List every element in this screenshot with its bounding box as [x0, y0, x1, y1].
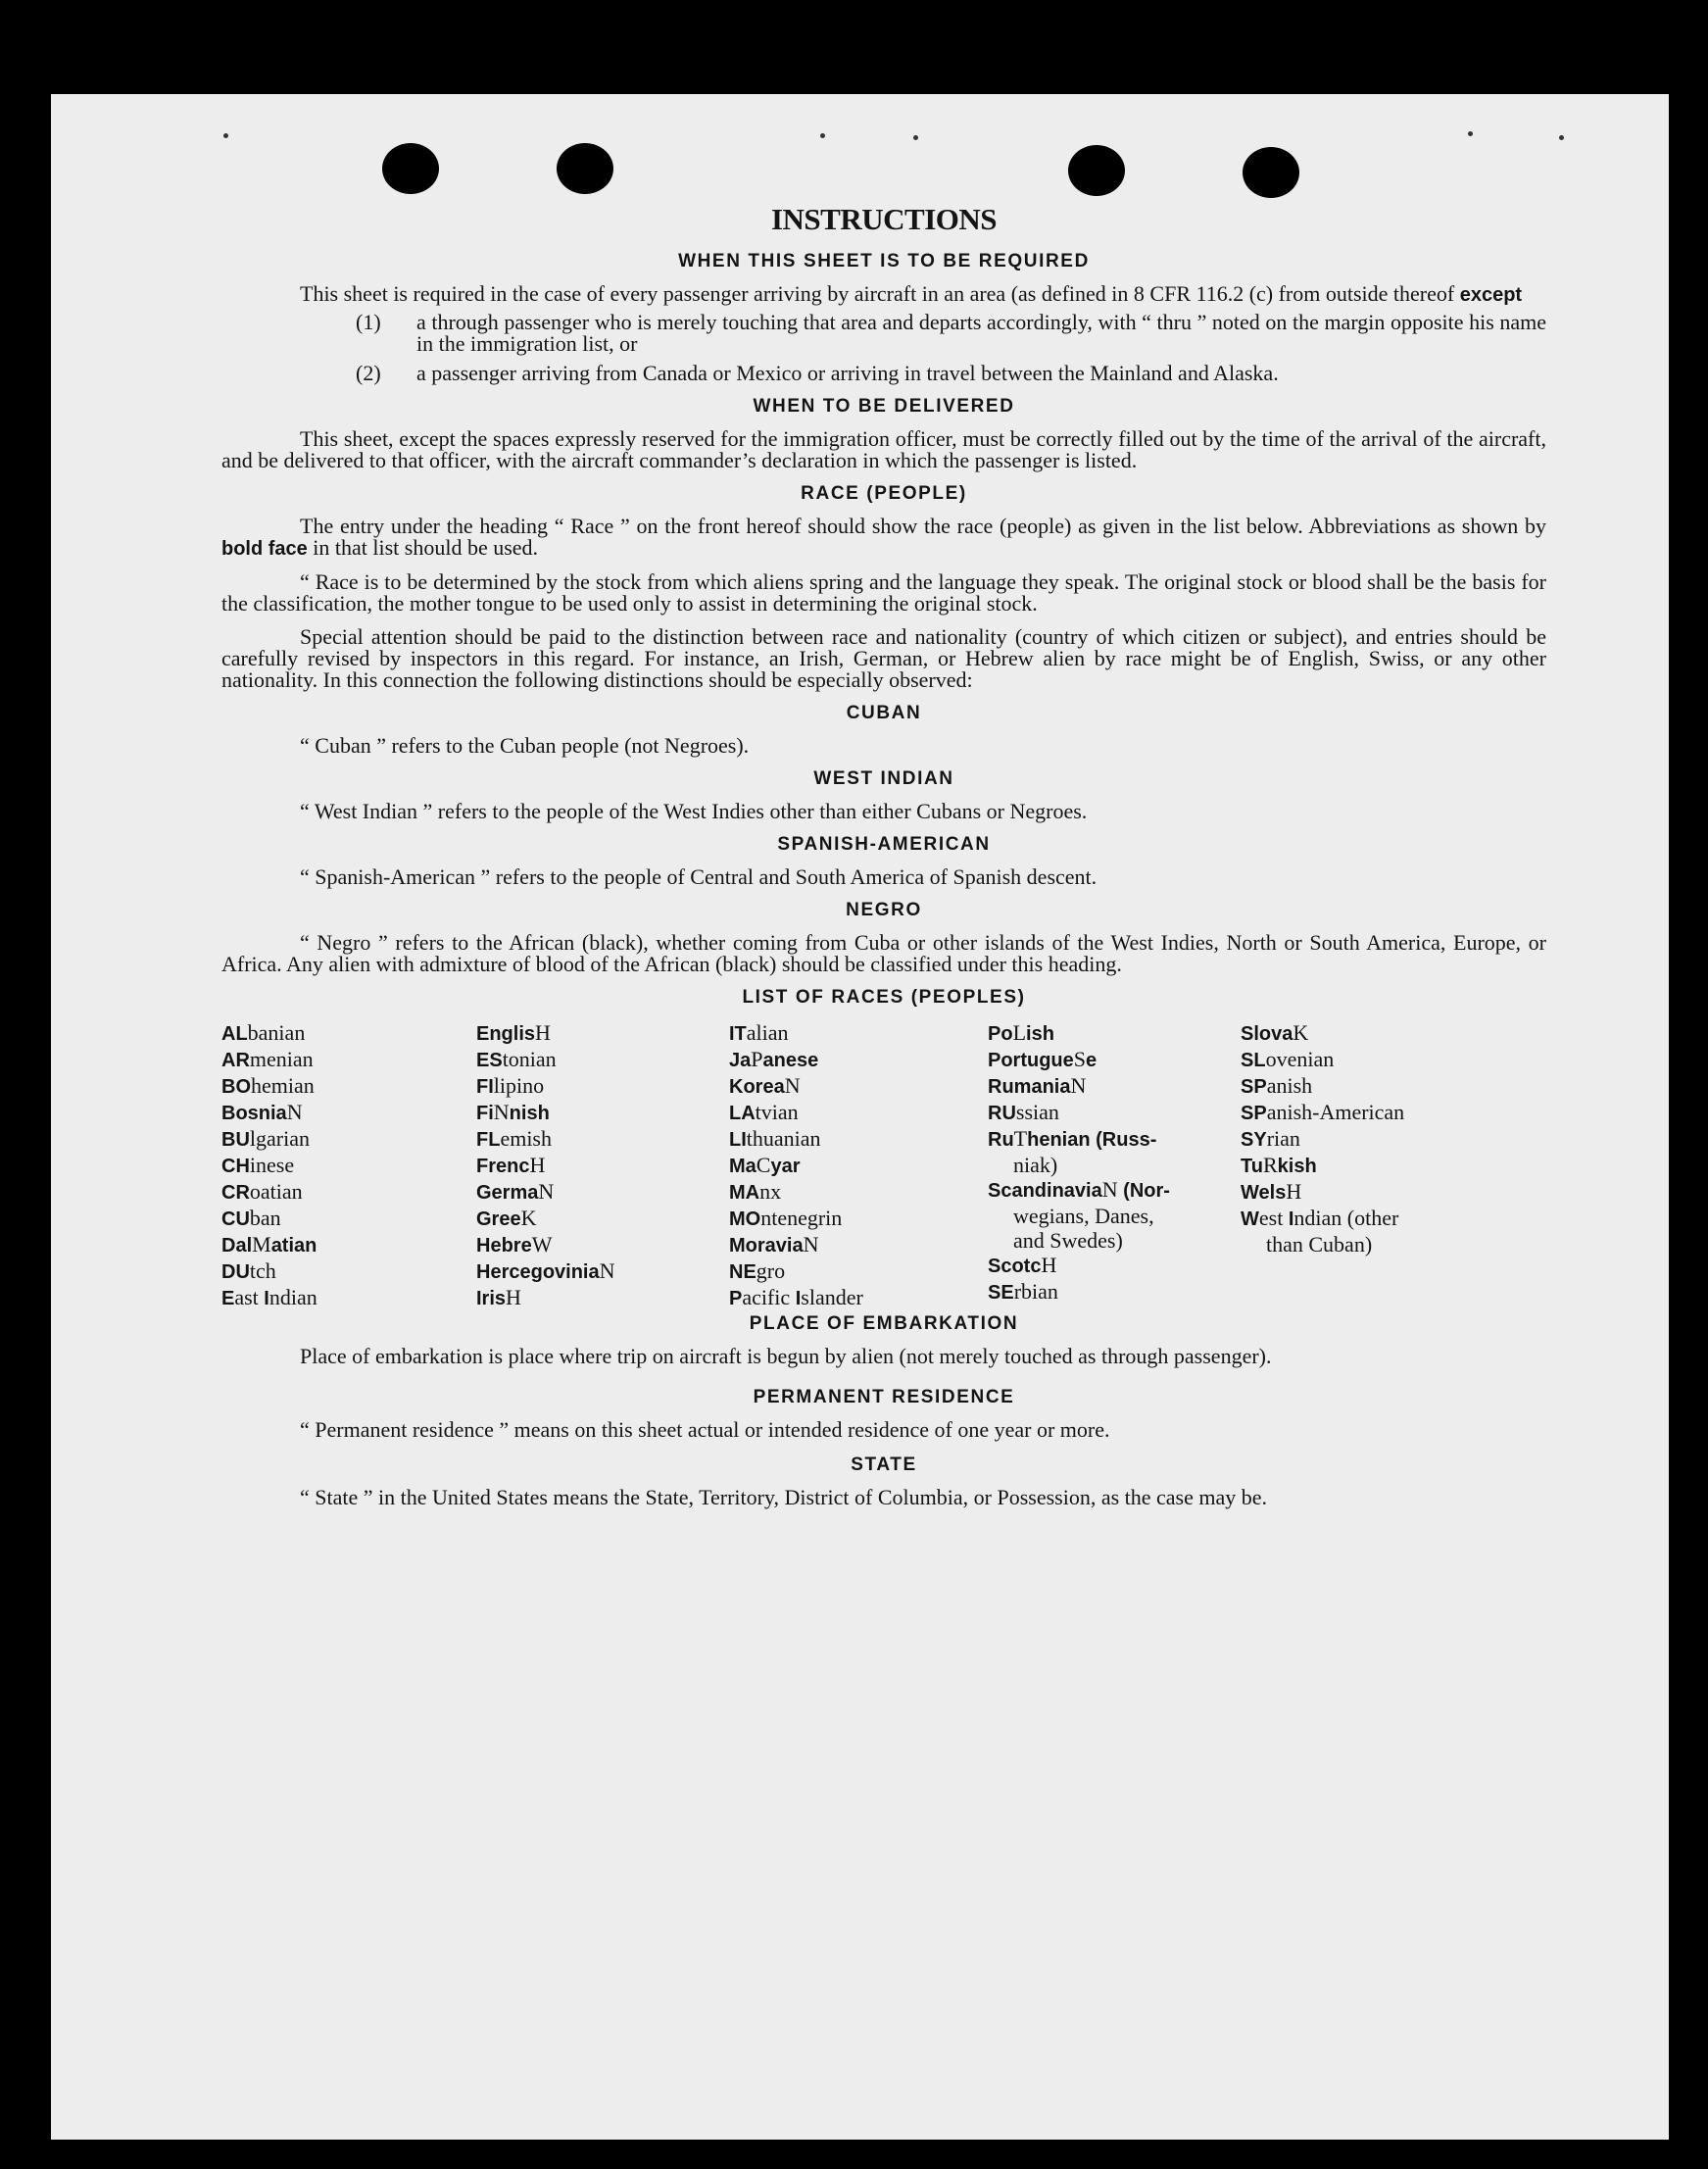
race-entry: EStonian — [476, 1047, 557, 1071]
races-column — [221, 1020, 476, 1311]
race-entry: RumaniaN — [988, 1073, 1087, 1098]
race-entry: MaCyar — [729, 1153, 801, 1177]
heading-list-of-races: LIST OF RACES (PEOPLES) — [742, 987, 1026, 1008]
heading-cuban: CUBAN — [846, 703, 922, 723]
races-column — [729, 1020, 988, 1311]
race-entry: West Indian (other — [1241, 1206, 1399, 1230]
race-entry: SPanish-American — [1241, 1100, 1405, 1124]
required-item-1 — [356, 312, 1546, 355]
residence-text: “ Permanent residence ” means on this sheet actual or intended residence of one year or more. — [300, 1417, 1110, 1442]
race-entry: LAtvian — [729, 1100, 799, 1124]
item-number: (1) — [356, 310, 381, 334]
race-entry: FLemish — [476, 1126, 552, 1151]
item-number: (2) — [356, 361, 381, 385]
race-entry: SPanish — [1241, 1073, 1313, 1098]
races-column — [476, 1020, 729, 1311]
item-text: a passenger arriving from Canada or Mexico or arriving in travel between the Mainland and Alaska. — [416, 361, 1279, 385]
race-paragraph-3: Special attention should be paid to the distinction between race and nationality (country of which citizen or subject), and entries should be carefully revised by inspectors in this regard. For instance, an Irish, German, or Hebrew alien by race might be of English, Swiss, or any other nationality. In this connection the following distinctions should be especially observed: — [221, 624, 1546, 692]
race-entry: ARmenian — [221, 1047, 314, 1071]
race-entry: Pacific Islander — [729, 1285, 863, 1309]
punch-hole — [382, 143, 439, 194]
west-indian-text: “ West Indian ” refers to the people of the West Indies other than either Cubans or Negroes. — [300, 799, 1088, 823]
race-entry: MAnx — [729, 1179, 782, 1204]
race-entry: wegians, Danes, — [1013, 1204, 1154, 1228]
required-intro: This sheet is required in the case of every passenger arriving by aircraft in an area (as defined in 8 CFR 116.2 (c) from outside thereof except — [300, 281, 1523, 306]
races-column — [988, 1020, 1241, 1311]
heading-state: STATE — [851, 1454, 917, 1475]
heading-required: WHEN THIS SHEET IS TO BE REQUIRED — [678, 251, 1090, 271]
race-entry: WelsH — [1241, 1179, 1302, 1204]
speck — [1559, 135, 1564, 140]
except-bold: except — [1459, 284, 1523, 306]
race-entry: GreeK — [476, 1206, 537, 1230]
bold-face-text: bold face — [221, 538, 308, 560]
race-entry: TuRkish — [1241, 1153, 1317, 1177]
race-entry: BosniaN — [221, 1100, 303, 1124]
race-entry: SLovenian — [1241, 1047, 1335, 1071]
race-entry: FiNnish — [476, 1100, 550, 1124]
item-text: a through passenger who is merely touching that area and departs accordingly, with “ thru ” noted on the margin opposite his name in the immigration list, or — [416, 310, 1546, 356]
race-paragraph-2: “ Race is to be determined by the stock from which aliens spring and the language they speak. The original stock or blood shall be the basis for the classification, the mother tongue to be used only to assist in determining the original stock. — [221, 569, 1546, 616]
race-entry: NEgro — [729, 1258, 786, 1283]
spanish-american-text: “ Spanish-American ” refers to the people of Central and South America of Spanish descent. — [300, 864, 1098, 889]
race-entry: EnglisH — [476, 1020, 551, 1045]
races-list — [221, 1020, 1546, 1311]
race-entry: SYrian — [1241, 1126, 1300, 1151]
heading-negro: NEGRO — [846, 900, 922, 920]
punch-hole — [1243, 147, 1299, 198]
delivered-text: This sheet, except the spaces expressly reserved for the immigration officer, must be correctly filled out by the time of the arrival of the aircraft, and be delivered to that officer, with the aircraft commander’s declaration in which the passenger is listed. — [221, 426, 1546, 472]
race-entry: LIthuanian — [729, 1126, 821, 1151]
race-entry: East Indian — [221, 1285, 317, 1309]
punch-hole — [1068, 145, 1125, 196]
punch-hole — [557, 143, 613, 194]
race-entry: and Swedes) — [1013, 1228, 1123, 1253]
heading-delivered: WHEN TO BE DELIVERED — [753, 396, 1015, 417]
race-entry: FrencH — [476, 1153, 546, 1177]
speck — [223, 133, 228, 138]
embarkation-text: Place of embarkation is place where trip on aircraft is begun by alien (not merely touched as through passenger). — [300, 1344, 1272, 1368]
race-entry: DalMatian — [221, 1232, 317, 1257]
race-entry: KoreaN — [729, 1073, 801, 1098]
race-entry: HebreW — [476, 1232, 553, 1257]
race-entry: JaPanese — [729, 1047, 819, 1071]
races-column — [1241, 1020, 1486, 1311]
race-entry: BOhemian — [221, 1073, 315, 1098]
race-entry: RuThenian (Russ- — [988, 1126, 1157, 1151]
race-entry: ScotcH — [988, 1253, 1057, 1277]
heading-west-indian: WEST INDIAN — [813, 768, 954, 789]
race-entry: CRoatian — [221, 1179, 303, 1204]
race-entry: than Cuban) — [1266, 1232, 1373, 1257]
required-item-2 — [356, 363, 1546, 384]
race-entry: FIlipino — [476, 1073, 545, 1098]
heading-race: RACE (PEOPLE) — [801, 483, 967, 504]
heading-spanish-american: SPANISH-AMERICAN — [777, 834, 991, 855]
state-text: “ State ” in the United States means the State, Territory, District of Columbia, or Possession, as the case may be. — [300, 1485, 1268, 1509]
race-entry: HercegoviniaN — [476, 1258, 615, 1283]
race-entry: IrisH — [476, 1285, 521, 1309]
race-entry: DUtch — [221, 1258, 276, 1283]
race-entry: CHinese — [221, 1153, 295, 1177]
race-entry: niak) — [1013, 1153, 1058, 1177]
speck — [820, 133, 825, 138]
race-entry: CUban — [221, 1206, 281, 1230]
negro-text: “ Negro ” refers to the African (black), whether coming from Cuba or other islands of the West Indies, North or South America, Europe, or Africa. Any alien with admixture of blood of the African (black) should be classified under this heading. — [221, 930, 1546, 976]
race-entry: SlovaK — [1241, 1020, 1309, 1045]
race-paragraph-1: The entry under the heading “ Race ” on the front hereof should show the race (people) as given in the list below. Abbreviations as shown by bold face in that list should be used. — [221, 514, 1546, 560]
race-entry: MoraviaN — [729, 1232, 819, 1257]
race-entry: ITalian — [729, 1020, 789, 1045]
instructions-content — [221, 202, 1546, 1514]
race-entry: SErbian — [988, 1279, 1058, 1304]
heading-embarkation: PLACE OF EMBARKATION — [749, 1313, 1019, 1334]
page-title: INSTRUCTIONS — [770, 202, 997, 236]
speck — [1468, 131, 1473, 136]
instruction-sheet — [51, 94, 1669, 2140]
race-entry: PortugueSe — [988, 1047, 1098, 1071]
race-entry: PoLish — [988, 1020, 1054, 1045]
race-entry: ALbanian — [221, 1020, 306, 1045]
race-entry: GermaN — [476, 1179, 555, 1204]
heading-residence: PERMANENT RESIDENCE — [753, 1387, 1015, 1407]
race-entry: ScandinaviaN (Nor- — [988, 1177, 1170, 1202]
race-entry: RUssian — [988, 1100, 1059, 1124]
race-entry: BUlgarian — [221, 1126, 310, 1151]
cuban-text: “ Cuban ” refers to the Cuban people (not Negroes). — [300, 733, 750, 758]
speck — [913, 135, 918, 140]
race-entry: MOntenegrin — [729, 1206, 843, 1230]
